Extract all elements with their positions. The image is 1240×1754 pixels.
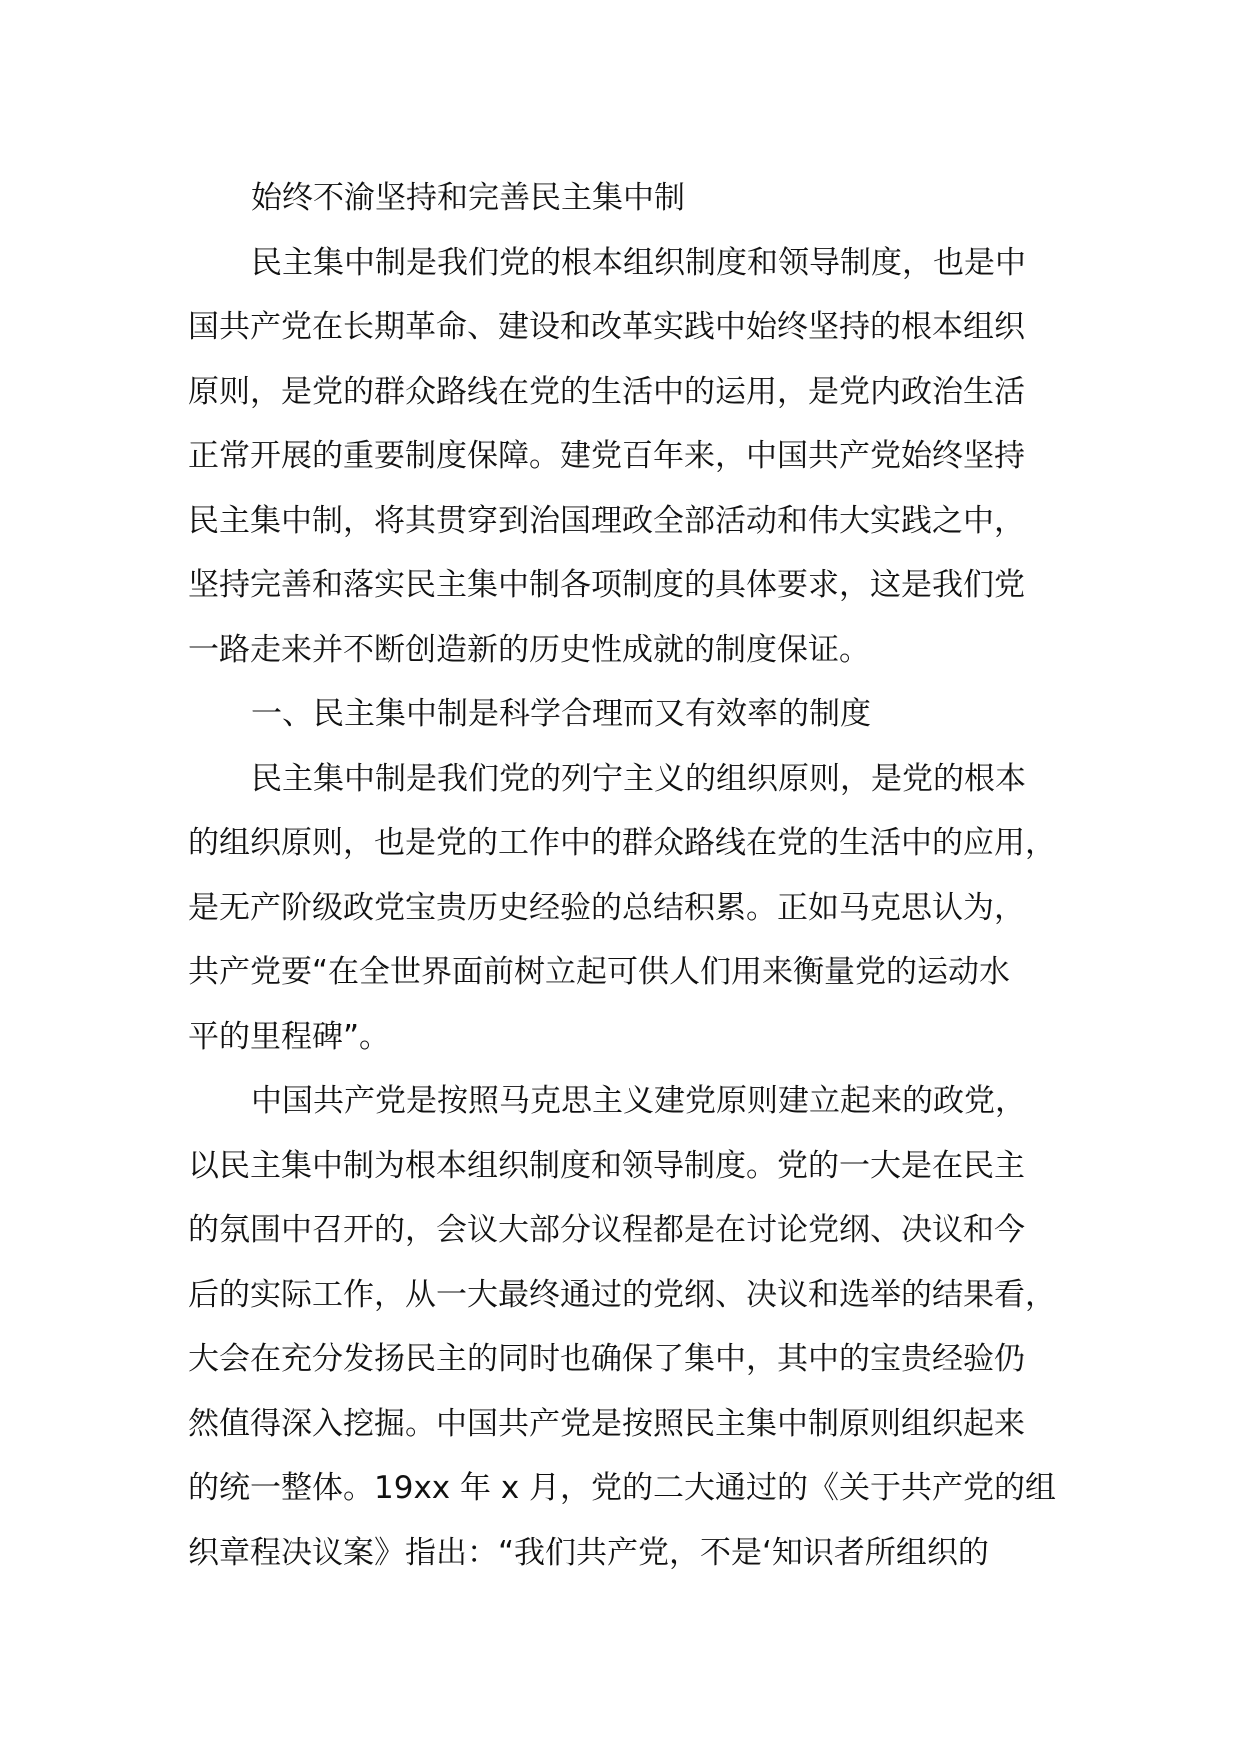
text-line: 原则，是党的群众路线在党的生活中的运用，是党内政治生活 [188,373,1025,410]
document-title: 始终不渝坚持和完善民主集中制 [251,180,685,216]
text-line: 织章程决议案》指出：“我们共产党，不是‘知识者所组织的 [188,1534,989,1571]
text-line: 正常开展的重要制度保障。建党百年来，中国共产党始终坚持 [188,438,1025,474]
text-line: 然值得深入挖掘。中国共产党是按照民主集中制原则组织起来 [188,1405,1025,1442]
text-line: 平的里程碑”。 [188,1018,391,1055]
text-line: 后的实际工作，从一大最终通过的党纲、决议和选举的结果看， [188,1276,1056,1313]
text-line: 民主集中制是我们党的根本组织制度和领导制度，也是中 [251,244,1026,281]
paragraph-1 [188,231,1068,683]
text-line: 民主集中制是我们党的列宁主义的组织原则，是党的根本 [251,760,1026,797]
paragraph-3 [188,1069,1068,1585]
document-body [188,166,1068,1585]
text-line: 国共产党在长期革命、建设和改革实践中始终坚持的根本组织 [188,309,1025,345]
text-line: 的氛围中召开的，会议大部分议程都是在讨论党纲、决议和今 [188,1212,1025,1248]
text-line: 大会在充分发扬民主的同时也确保了集中，其中的宝贵经验仍 [188,1341,1025,1377]
text-line: 的统一整体。19xx 年 x 月，党的二大通过的《关于共产党的组 [188,1470,1057,1506]
text-line: 共产党要“在全世界面前树立起可供人们用来衡量党的运动水 [188,954,1011,990]
text-line: 坚持完善和落实民主集中制各项制度的具体要求，这是我们党 [188,567,1025,603]
paragraph-2 [188,747,1068,1070]
text-line: 中国共产党是按照马克思主义建党原则建立起来的政党， [251,1083,1026,1119]
text-line: 以民主集中制为根本组织制度和领导制度。党的一大是在民主 [188,1147,1025,1184]
text-line: 民主集中制，将其贯穿到治国理政全部活动和伟大实践之中， [188,502,1025,539]
text-line: 一路走来并不断创造新的历史性成就的制度保证。 [188,631,870,668]
section-heading: 一、民主集中制是科学合理而又有效率的制度 [251,696,871,732]
text-line: 的组织原则，也是党的工作中的群众路线在党的生活中的应用， [188,825,1056,861]
text-line: 是无产阶级政党宝贵历史经验的总结积累。正如马克思认为， [188,889,1025,926]
